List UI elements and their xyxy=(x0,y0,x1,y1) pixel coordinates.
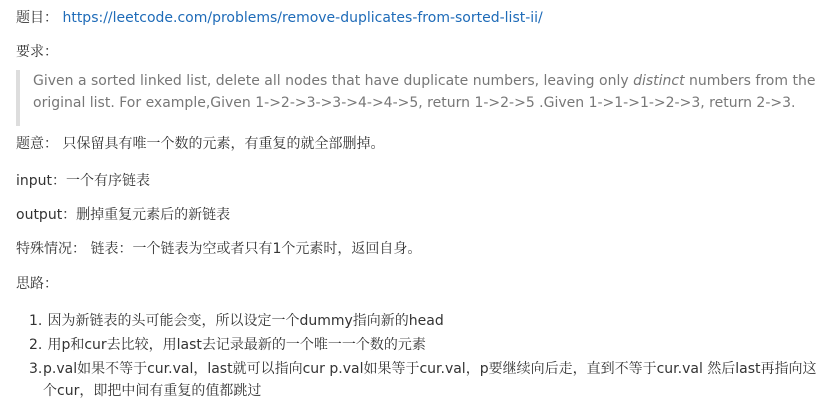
special-case-text: 特殊情况： 链表：一个链表为空或者只有1个元素时，返回自身。 xyxy=(16,241,422,257)
quote-line-1-after: numbers from the xyxy=(684,73,816,89)
quote-line-1-before: Given a sorted linked list, delete all nodes that have duplicate numbers, leaving only xyxy=(33,73,634,89)
approach-label: 思路： xyxy=(16,276,58,292)
output-text: output：删掉重复元素后的新链表 xyxy=(16,207,231,223)
approach-item-number: 1. xyxy=(29,313,43,329)
title-line xyxy=(16,8,543,28)
approach-item-3 xyxy=(29,358,819,402)
approach-item-2 xyxy=(29,334,819,356)
title-label: 题目： xyxy=(16,10,58,26)
approach-item-number: 3. xyxy=(29,361,43,377)
quote-line-2: original list. For example,Given 1->2->3->3->4->4->5, return 1->2->5 .Given 1->1->1->2->3, return 2->3. xyxy=(33,95,796,111)
input-text: input：一个有序链表 xyxy=(16,173,151,189)
quote-line-1 xyxy=(33,70,816,92)
approach-item-3-line-2: 个cur，即把中间有重复的值都跳过 xyxy=(43,383,262,399)
approach-item-3-line-1 xyxy=(29,358,819,380)
approach-item-text: p.val如果不等于cur.val，last就可以指向cur p.val如果等于cur.val，p要继续向后走，直到不等于cur.val 然后last再指向这 xyxy=(43,361,817,377)
approach-item-1 xyxy=(29,310,819,332)
requirement-label: 要求： xyxy=(16,44,58,60)
meaning-text: 题意： 只保留具有唯一个数的元素，有重复的就全部删掉。 xyxy=(16,136,385,152)
problem-link[interactable]: https://leetcode.com/problems/remove-duplicates-from-sorted-list-ii/ xyxy=(62,10,543,26)
problem-description-blockquote xyxy=(16,70,816,126)
approach-item-text: 因为新链表的头可能会变，所以设定一个dummy指向新的head xyxy=(47,313,444,329)
approach-item-text: 用p和cur去比较，用last去记录最新的一个唯一一个数的元素 xyxy=(47,337,426,353)
approach-item-number: 2. xyxy=(29,337,43,353)
quote-emphasis: distinct xyxy=(633,73,685,89)
